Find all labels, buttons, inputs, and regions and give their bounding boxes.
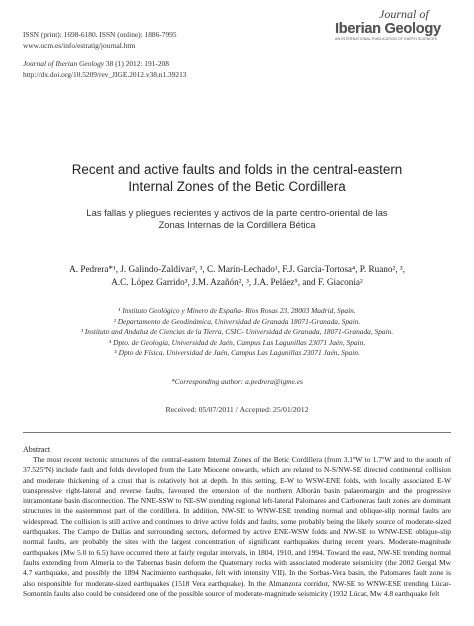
title-line: Recent and active faults and folds in the central-eastern (71, 162, 403, 177)
affiliation-item: ¹ Instituto Geológico y Minero de España- Ríos Rosas 23, 28003 Madrid, Spain. (118, 306, 356, 315)
subtitle-line: Zonas Internas de la Cordillera Bética (158, 219, 316, 231)
citation-block (23, 59, 186, 80)
author-line: A.C. López Garrido³, J.M. Azañón², ³, J.A. Peláez⁵, and F. Giaconia² (111, 277, 363, 287)
received-accepted-dates: Received: 05/07/2011 / Accepted: 25/01/2012 (165, 405, 309, 414)
affiliation-item: ³ Instituto and Andaluz de Ciencias de la Tierra, CSIC- Universidad de Granada, 18071-Granada, Spain. (80, 327, 394, 337)
section-divider (23, 432, 451, 433)
abstract-heading: Abstract (23, 445, 51, 454)
corresponding-author: *Corresponding author: a.pedrera@igme.es (171, 377, 303, 386)
subtitle-line: Las fallas y pliegues recientes y activos de la parte centro-oriental de las (86, 207, 388, 218)
logo-iberian-geology: Iberian Geology (335, 21, 441, 37)
abstract-body: The most recent tectonic structures of the central-eastern Internal Zones of the Betic Cordillera (from 3.1ºW to 1.7ºW and to the south of 37.525ºN) include fault and folds developed from the Late Miocene onwards, which are related to N-S/NW-SE directed continental collision and moderate thickening of a crust that is relatively hot at depth. In this setting, E-W to WSW-ENE folds, with locally associated E-W transpressive right-lateral and reverse faults, favoured the emersion of the northern Alborán basin palaeomargin and the progressive intramontane basin disconnection. The NNE-SSW to NE-SW trending regional left-lateral Palomares and Carboneras fault zones are dominant structures in the easternmost part of the cordillera. In addition, NW-SE to WNW-ESE trending normal and oblique-slip normal faults are widespread. The collision is still active and continues to drive active folds and faults, some probably being the likely source of moderate-sized earthquakes. The Campo de Dalías and surrounding sectors, deformed by active ENE-WSW folds and NW-SE to WNW-ESE oblique-slip normal faults, are probably the sites with the largest concentration of significant earthquakes during recent years. Moderate-magnitude earthquakes (Mw 5.0 to 6.5) have occurred there at fairly regular intervals, in 1804, 1910, and 1994. Toward the east, NW-SE trending normal faults extending from Almería to the Tabernas basin deform the Quaternary rocks with associated moderate seismicity (the 2002 Gergal Mw 4.7 earthquake, and possibly the 1894 Nacimiento earthquake, felt with intensity VII). In the Sorbas-Vera basin, the Palomares fault zone is also responsible for moderate-sized earthquakes (1518 Vera earthquake). In the Almanzora corridor, NW-SE to WNW-ESE trending Lúcar-Somontín faults also could be considered one of the possible source of moderate-magnitude seismicity (1932 Lúcar, Mw 4.8 earthquake felt (23, 455, 451, 598)
doi-link[interactable]: http://dx.doi.org/10.5209/rev_JIGE.2012.v38.n1.39213 (23, 69, 187, 79)
journal-url[interactable]: www.ucm.es/info/estratig/journal.htm (23, 40, 136, 50)
affiliation-item: ⁵ Dpto de Física, Universidad de Jaén, Campus Las Lagunillas 23071 Jaén, Spain. (114, 348, 360, 358)
title-line: Internal Zones of the Betic Cordillera (128, 179, 346, 194)
issn-line: ISSN (print): 1698-6180. ISSN (online): 1886-7995 (23, 30, 177, 39)
affiliation-item: ⁴ Dpto. de Geología, Universidad de Jaén, Campus Las Lagunillas 23071 Jaén, Spain. (108, 337, 366, 347)
citation-line (23, 59, 186, 70)
paper-subtitle (0, 207, 474, 232)
paper-title (0, 161, 474, 195)
citation-journal: Journal of Iberian Geology (23, 59, 105, 68)
affiliations (0, 306, 474, 359)
affiliation-item: ² Departamento de Geodinámica, Universidad de Granada 18071-Granada, Spain. (113, 316, 361, 326)
author-list (0, 263, 474, 289)
citation-volume: 38 (1) 2012: 191-208 (104, 59, 169, 68)
journal-metadata (23, 30, 177, 51)
logo-journal-of: Journal of (379, 7, 429, 21)
journal-logo (335, 8, 453, 70)
author-line: A. Pedrera*¹, J. Galindo-Zaldívar², ³, C. Marín-Lechado¹, F.J. García-Tortosa⁴, P. Ruano², ³, (69, 264, 405, 274)
logo-tagline: AN INTERNATIONAL PUBLICATION OF EARTH SCIENCES (335, 37, 438, 41)
